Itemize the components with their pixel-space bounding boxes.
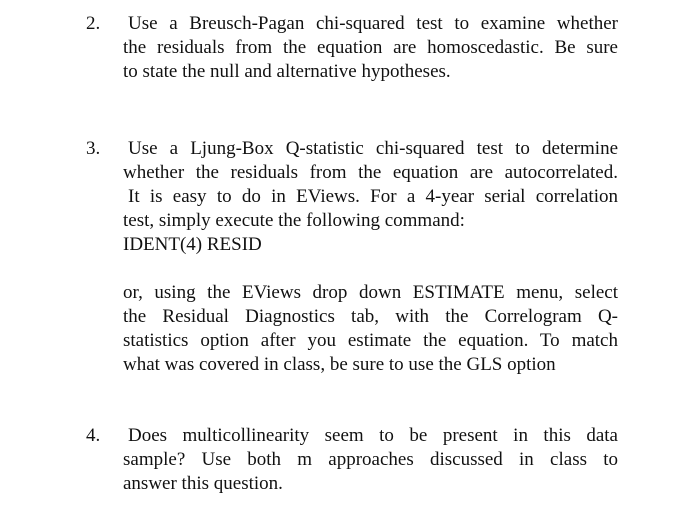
text-line: test, simply execute the following command:: [123, 210, 465, 231]
text-line: or, using the EViews drop down ESTIMATE menu, select: [123, 282, 618, 303]
text-line: the residuals from the equation are homoscedastic. Be sure: [123, 37, 618, 58]
text-line: It is easy to do in EViews. For a 4-year serial correlation: [128, 186, 618, 207]
text-line: the Residual Diagnostics tab, with the Correlogram Q-: [123, 306, 618, 327]
text-line: statistics option after you estimate the equation. To match: [123, 330, 618, 351]
text-line: Use a Ljung-Box Q-statistic chi-squared test to determine: [128, 138, 618, 159]
text-line: answer this question.: [123, 473, 283, 494]
text-line: what was covered in class, be sure to use the GLS option: [123, 354, 556, 375]
text-line: Use a Breusch-Pagan chi-squared test to examine whether: [128, 13, 618, 34]
item-number: 4.: [86, 425, 101, 446]
item-number: 3.: [86, 138, 101, 159]
text-line: sample? Use both m approaches discussed in class to: [123, 449, 618, 470]
item-number: 2.: [86, 13, 101, 34]
text-line: to state the null and alternative hypotheses.: [123, 61, 451, 82]
question-paragraph: [123, 137, 618, 257]
question-paragraph: [123, 12, 618, 84]
question-paragraph: [123, 424, 618, 496]
text-line: whether the residuals from the equation are autocorrelated.: [123, 162, 618, 183]
text-line: Does multicollinearity seem to be present in this data: [128, 425, 618, 446]
command-line: IDENT(4) RESID: [123, 234, 262, 255]
followup-paragraph: [123, 281, 618, 377]
